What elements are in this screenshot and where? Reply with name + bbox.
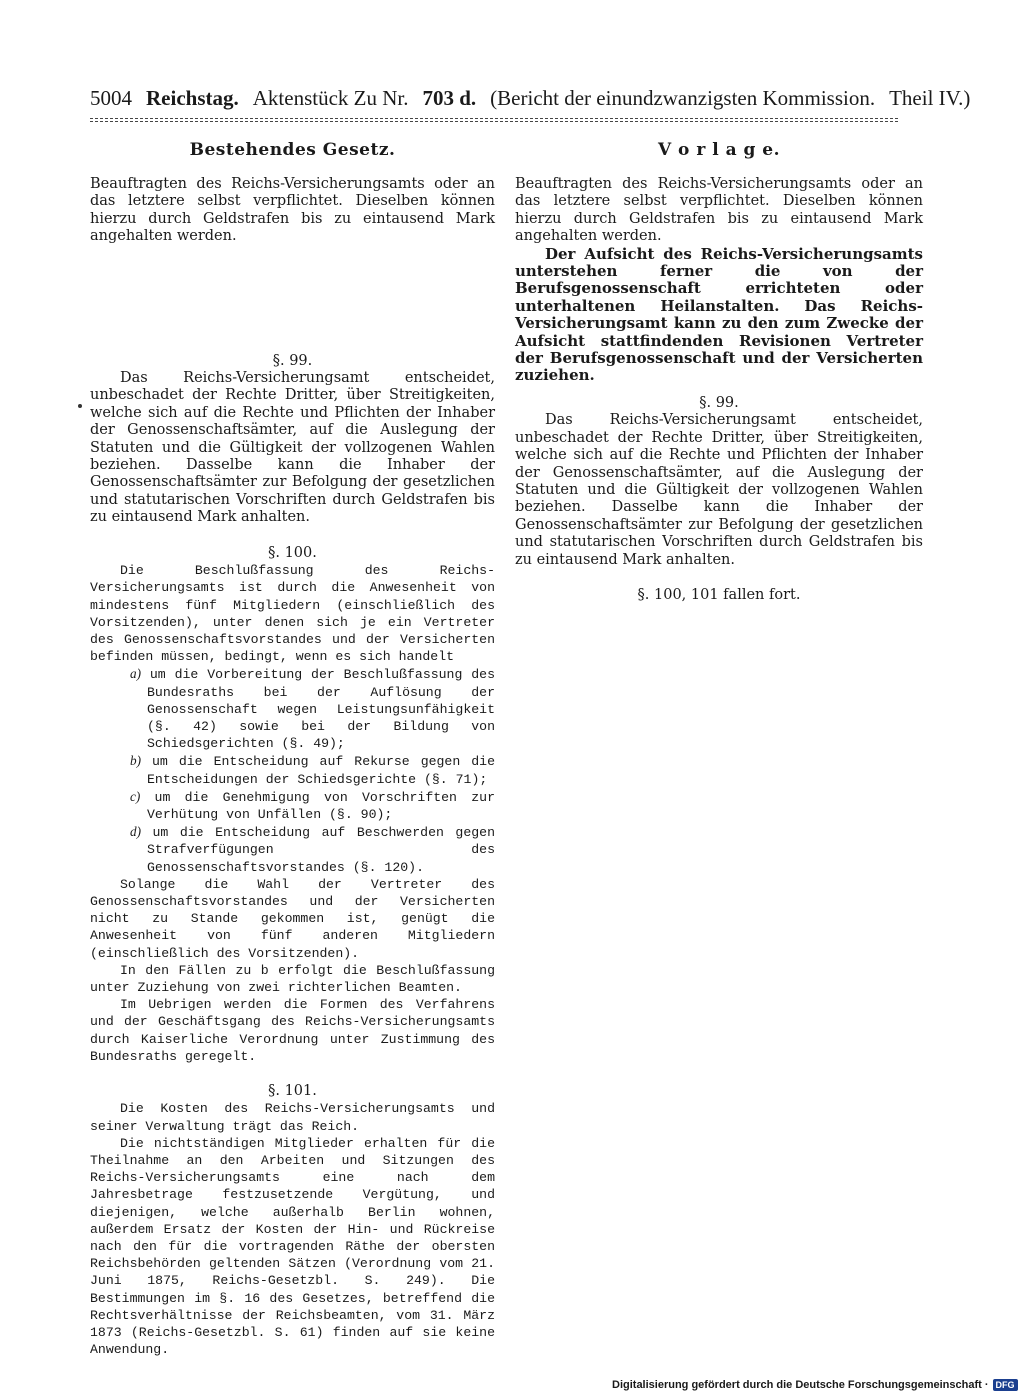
footer-text: Digitalisierung gefördert durch die Deutsche Forschungsgemeinschaft · xyxy=(612,1379,989,1391)
left-s101-para2: Die nichtständigen Mitglieder erhalten für die Theilnahme an den Arbeiten und Sitzungen des Reichs-Versicherungsamts eine nach dem Jahresbetrage festzusetzende Vergütung, und diejenigen, welche außerhalb Berlin wohnen, außerdem Ersatz der Kosten der Hin- und Rückreise nach den für die vortragenden Räthe der obersten Reichsbehörden geltenden Sätzen (Verordnung vom 21. Juni 1875, Reichs-Gesetzbl. S. 249). Die Bestimmungen im §. 16 des Gesetzes, betreffend die Rechtsverhältnisse der Reichsbeamten, vom 31. März 1873 (Reichs-Gesetzbl. S. 61) finden auf sie keine Anwendung. xyxy=(90,1135,495,1358)
header-doc-number: 703 d. xyxy=(422,86,477,110)
page-number: 5004 xyxy=(90,86,132,110)
right-bold-addition: Der Aufsicht des Reichs-Versicherungsamts unterstehen ferner die von der Berufsgenossenschaft errichteten oder unterhaltenen Heilanstalten. Das Reichs-Versicherungsamt kann zu den zum Zwecke der Aufsicht stattfindenden Revisionen Vertreter der Berufsgenossenschaft und der Versicherten zuziehen. xyxy=(515,244,923,385)
left-s100-text: Die Beschlußfassung des Reichs-Versicherungsamts ist durch die Anwesenheit von mindestens fünf Mitgliedern (einschließlich des Vorsitzenden), unter denen sich je ein Vertreter des Genossenschaftsvorstandes und der Versicherten befinden müssen, bedingt, wenn es sich handelt xyxy=(90,563,495,665)
list-item: a) um die Vorbereitung der Beschlußfassung des Bundesraths bei der Auflösung der Genossenschaft wegen Leistungsunfähigkeit (§. 42) sowie bei der Bildung von Schiedsgerichten (§. 49); xyxy=(130,666,496,752)
list-item: c) um die Genehmigung von Vorschriften zur Verhütung von Unfällen (§. 90); xyxy=(130,788,495,822)
left-column xyxy=(90,176,495,1358)
header-source: Reichstag. xyxy=(146,86,239,110)
left-s100-para4: Im Uebrigen werden die Formen des Verfahrens und der Geschäftsgang des Reichs-Versicherungsamts durch Kaiserliche Verordnung unter Zustimmung des Bundesraths geregelt. xyxy=(90,997,495,1064)
left-s100-list xyxy=(90,665,495,875)
header-rule-second xyxy=(90,121,898,122)
right-s99-text: Das Reichs-Versicherungsamt entscheidet, unbeschadet der Rechte Dritter, über Streitigkeiten, welche sich auf die Rechte und Pflichten der Inhaber der Genossenschaftsämter, auf die Auslegung der Statuten und die Gültigkeit der vollzogenen Wahlen beziehen. Dasselbe kann die Inhaber der Genossenschaftsämter zur Befolgung der gesetzlichen und statutarischen Vorschriften durch Geldstrafen bis zu eintausend Mark anhalten. xyxy=(515,412,923,568)
digitization-footer xyxy=(612,1379,1015,1391)
left-s101-para1: Die Kosten des Reichs-Versicherungsamts und seiner Verwaltung trägt das Reich. xyxy=(90,1101,495,1134)
left-s99-heading: §. 99. xyxy=(272,352,313,369)
header-document: Aktenstück Zu Nr. xyxy=(252,86,409,110)
page-header xyxy=(90,86,971,116)
right-column-title: V o r l a g e. xyxy=(657,140,781,160)
dfg-logo: DFG xyxy=(993,1379,1018,1391)
margin-mark xyxy=(78,404,82,408)
header-part: Theil IV.) xyxy=(889,86,971,110)
right-s99-heading: §. 99. xyxy=(699,394,739,411)
left-s101-heading: §. 101. xyxy=(268,1082,317,1099)
header-rule xyxy=(90,118,898,119)
list-item: d) um die Entscheidung auf Beschwerden gegen Strafverfügungen des Genossenschaftsvorstandes (§. 120). xyxy=(130,824,495,875)
left-intro: Beauftragten des Reichs-Versicherungsamts oder an das letztere selbst verpflichtet. Dieselben können hierzu durch Geldstrafen bis zu eintausend Mark angehalten werden. xyxy=(90,176,495,245)
left-column-title: Bestehendes Gesetz. xyxy=(189,140,396,160)
list-item: b) um die Entscheidung auf Rekurse gegen die Entscheidungen der Schiedsgerichte (§. 71); xyxy=(130,753,496,787)
right-column xyxy=(515,176,923,604)
header-description: (Bericht der einundzwanzigsten Kommission. xyxy=(490,86,876,110)
left-s100-para3: In den Fällen zu b erfolgt die Beschlußfassung unter Zuziehung von zwei richterlichen Beamten. xyxy=(90,962,495,995)
right-intro: Beauftragten des Reichs-Versicherungsamts oder an das letztere selbst verpflichtet. Dieselben können hierzu durch Geldstrafen bis zu eintausend Mark angehalten werden. xyxy=(515,176,923,245)
left-s100-para2: Solange die Wahl der Vertreter des Genossenschaftsvorstandes und der Versicherten nicht zu Stande gekommen ist, genügt die Anwesenheit von fünf anderen Mitgliedern (einschließlich des Vorsitzenden). xyxy=(90,876,495,961)
right-s100-101-note: §. 100, 101 fallen fort. xyxy=(637,586,801,603)
left-s99-text: Das Reichs-Versicherungsamt entscheidet, unbeschadet der Rechte Dritter, über Streitigkeiten, welche sich auf die Rechte und Pflichten der Inhaber der Genossenschaftsämter, auf die Auslegung der Statuten und die Gültigkeit der vollzogenen Wahlen beziehen. Dasselbe kann die Inhaber der Genossenschaftsämter zur Befolgung der gesetzlichen und statutarischen Vorschriften durch Geldstrafen bis zu eintausend Mark anhalten. xyxy=(90,370,495,526)
left-s100-heading: §. 100. xyxy=(268,544,317,561)
